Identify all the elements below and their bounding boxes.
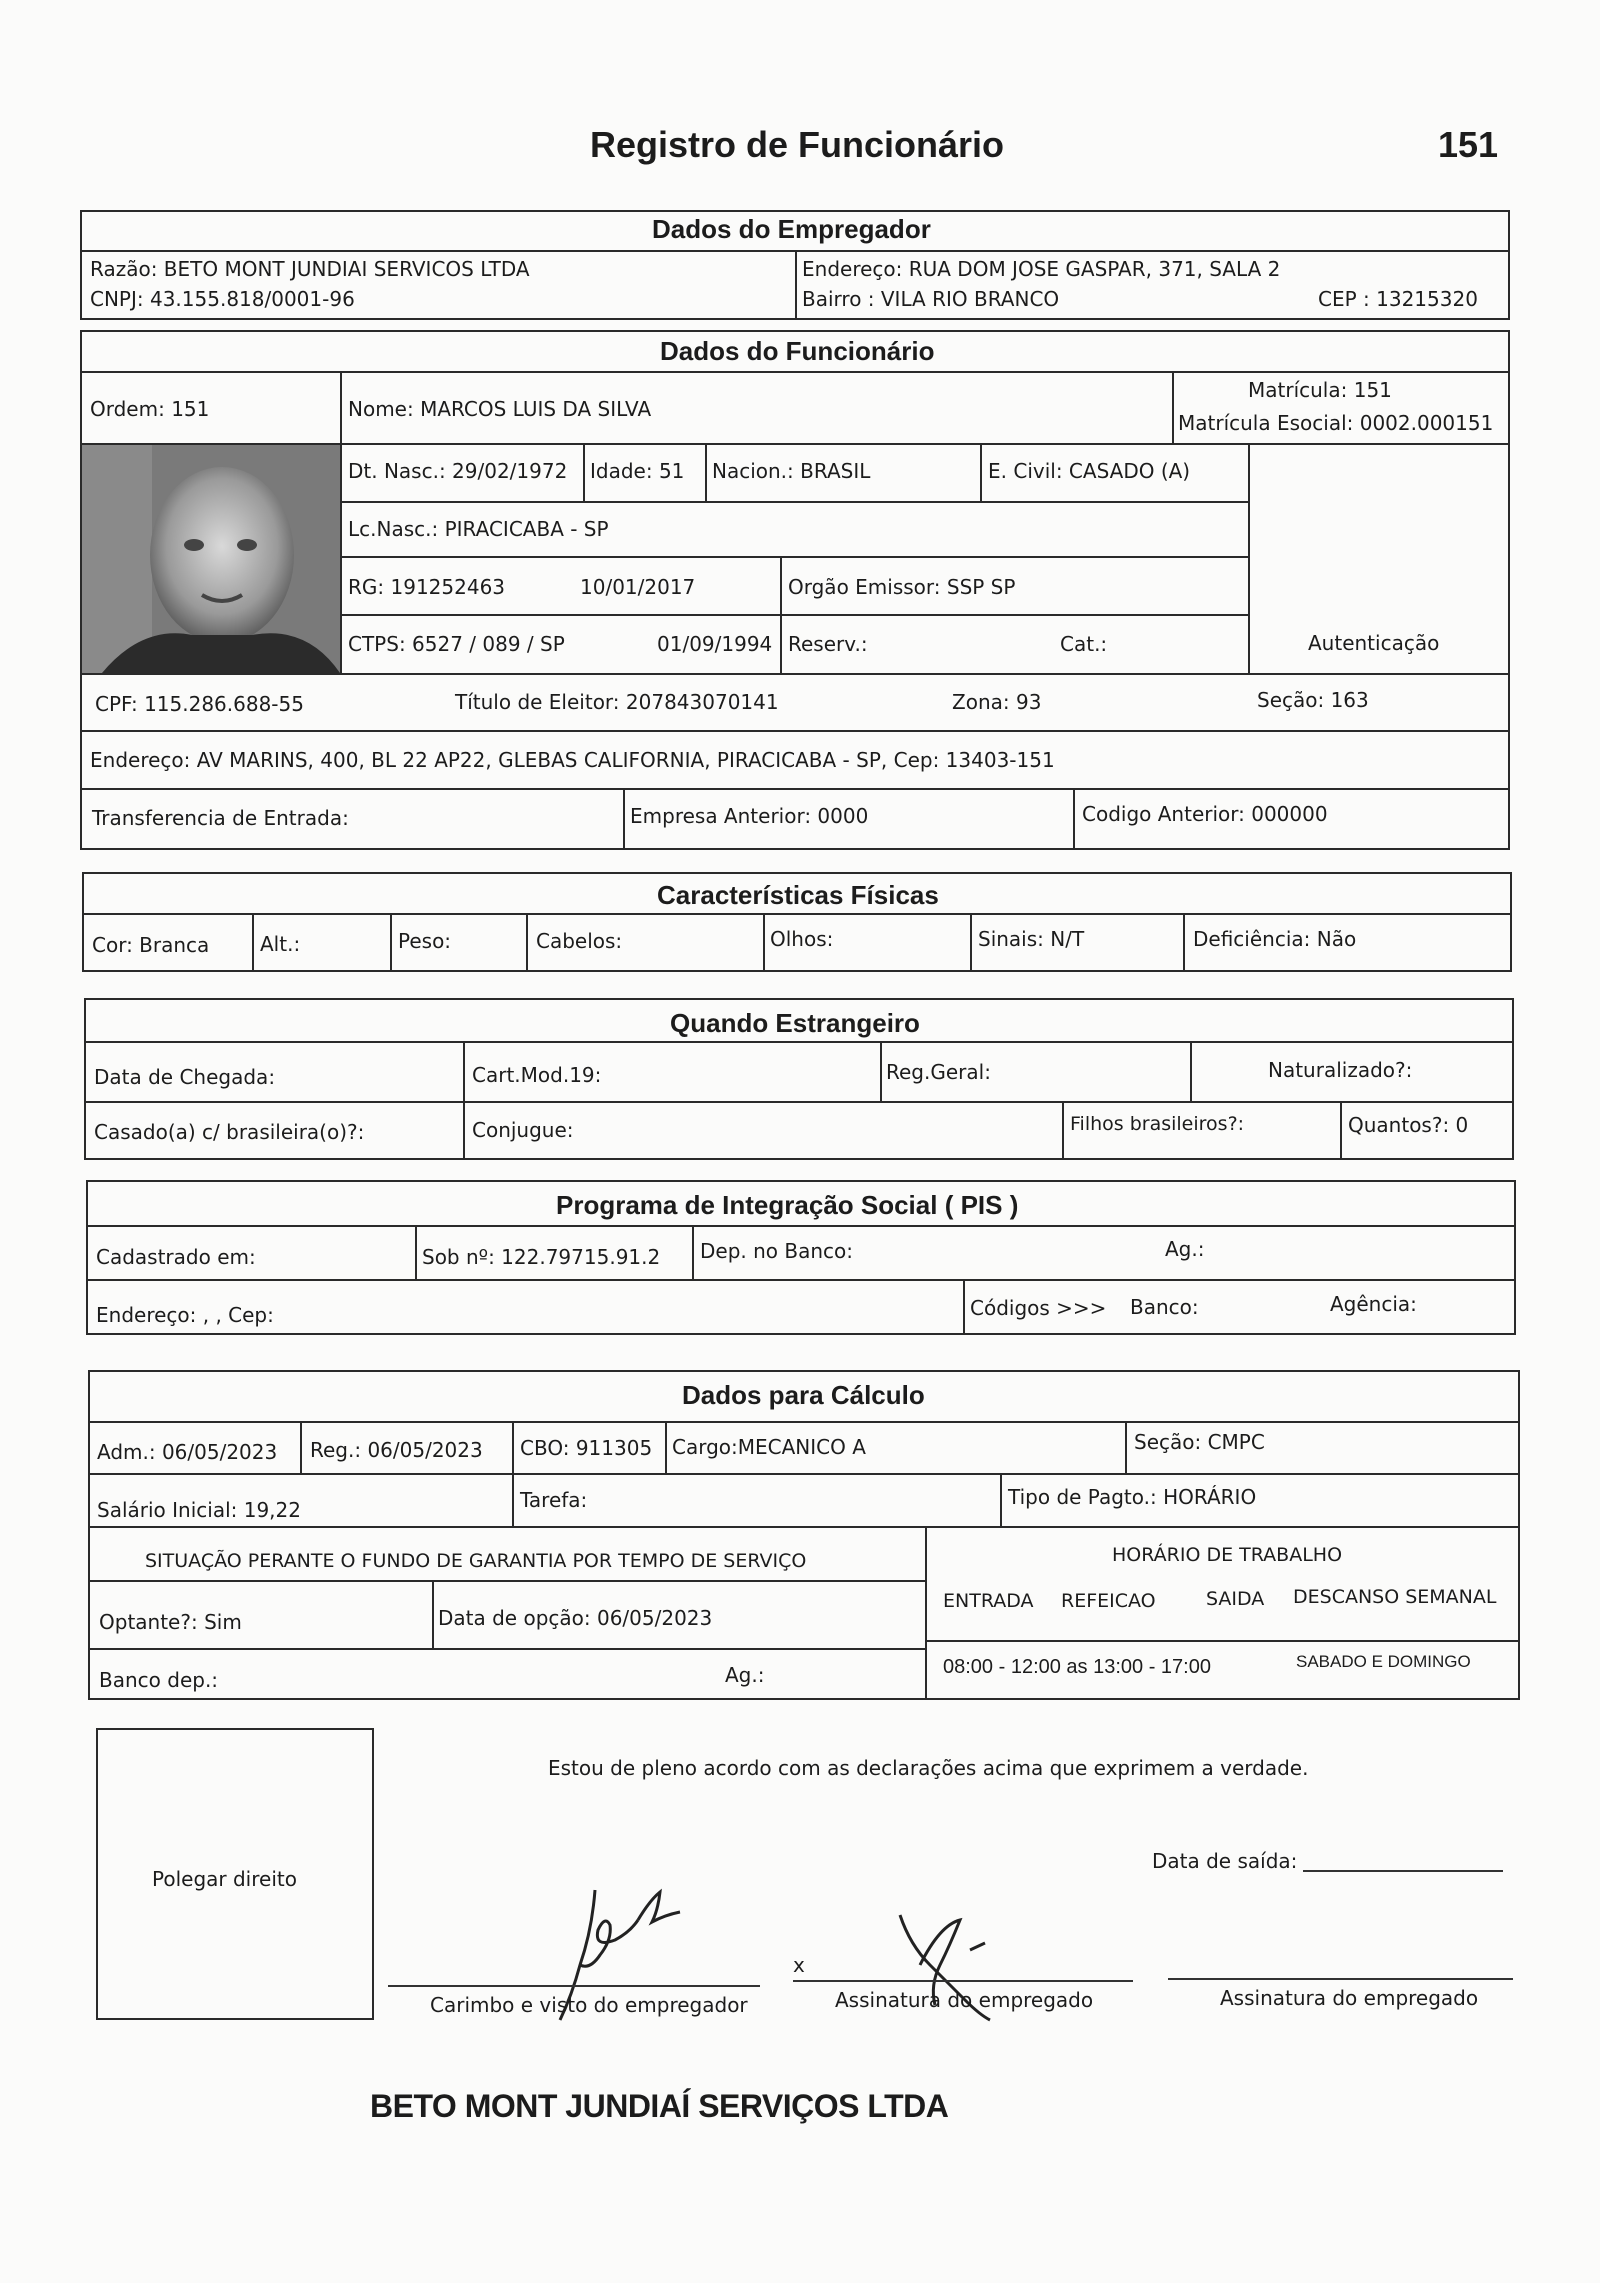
employee-nacion: Nacion.: BRASIL [712,459,871,483]
thumbprint-label: Polegar direito [152,1867,297,1891]
employee-idade: Idade: 51 [590,459,685,483]
calc-descanso-days: SABADO E DOMINGO [1296,1652,1471,1671]
employee-transferencia: Transferencia de Entrada: [92,806,349,830]
employee-autenticacao: Autenticação [1308,631,1440,655]
employee-rg-date: 10/01/2017 [580,575,696,599]
employee-ordem: Ordem: 151 [90,397,210,421]
calc-cargo: Cargo:MECANICO A [672,1435,866,1459]
employee-signature-label-2: Assinatura do empregado [1220,1986,1479,2010]
employee-nome: Nome: MARCOS LUIS DA SILVA [348,397,652,421]
page-title: Registro de Funcionário [590,124,1005,165]
calc-ag: Ag.: [725,1663,765,1687]
calc-horario-title: HORÁRIO DE TRABALHO [1112,1544,1343,1566]
employee-titulo-eleitor: Título de Eleitor: 207843070141 [455,690,779,714]
physical-cor: Cor: Branca [92,933,210,957]
pis-section-title: Programa de Integração Social ( PIS ) [556,1190,1019,1220]
employee-endereco: Endereço: AV MARINS, 400, BL 22 AP22, GLEBAS CALIFORNIA, PIRACICABA - SP, Cep: 13403-151 [90,748,1055,772]
employee-rg: RG: 191252463 [348,575,506,599]
calc-refeicao: REFEICAO [1061,1590,1156,1612]
foreign-reg-geral: Reg.Geral: [886,1060,991,1084]
calc-entrada: ENTRADA [943,1590,1034,1612]
calc-banco-dep: Banco dep.: [99,1668,219,1692]
foreign-filhos: Filhos brasileiros?: [1070,1113,1245,1135]
employer-razao: Razão: BETO MONT JUNDIAI SERVICOS LTDA [90,257,530,281]
person-photo-icon [82,445,340,673]
employee-dt-nasc: Dt. Nasc.: 29/02/1972 [348,459,568,483]
foreign-quantos: Quantos?: 0 [1348,1113,1469,1137]
employee-secao: Seção: 163 [1257,688,1369,712]
employer-section-title: Dados do Empregador [652,214,931,244]
calc-salario: Salário Inicial: 19,22 [97,1498,301,1522]
calc-adm: Adm.: 06/05/2023 [97,1440,278,1464]
employer-endereco: Endereço: RUA DOM JOSE GASPAR, 371, SALA 2 [802,257,1281,281]
employee-photo [82,445,340,673]
calc-section-title: Dados para Cálculo [682,1380,925,1410]
calc-data-opcao: Data de opção: 06/05/2023 [438,1606,713,1630]
employee-empresa-anterior: Empresa Anterior: 0000 [630,804,869,828]
employee-reserv: Reserv.: [788,632,868,656]
calc-tarefa: Tarefa: [520,1488,588,1512]
employer-bairro: Bairro : VILA RIO BRANCO [802,287,1060,311]
calc-saida: SAIDA [1206,1588,1265,1610]
employee-matricula: Matrícula: 151 [1248,378,1392,402]
employee-signature-label: Assinatura do empregado [835,1988,1094,2012]
employer-stamp-label: Carimbo e visto do empregador [430,1993,748,2017]
employee-orgao-emissor: Orgão Emissor: SSP SP [788,575,1016,599]
exit-date-line [1303,1870,1503,1872]
employee-ctps: CTPS: 6527 / 089 / SP [348,632,565,656]
employee-cpf: CPF: 115.286.688-55 [95,692,304,716]
page-number: 151 [1438,124,1499,165]
physical-peso: Peso: [398,929,452,953]
calc-secao: Seção: CMPC [1134,1430,1265,1454]
employee-codigo-anterior: Codigo Anterior: 000000 [1082,802,1328,826]
calc-hours: 08:00 - 12:00 as 13:00 - 17:00 [943,1656,1211,1678]
pis-sob: Sob nº: 122.79715.91.2 [422,1245,661,1269]
company-stamp: BETO MONT JUNDIAÍ SERVIÇOS LTDA [370,2088,949,2124]
physical-cabelos: Cabelos: [536,929,623,953]
employer-cnpj: CNPJ: 43.155.818/0001-96 [90,287,355,311]
pis-ag: Ag.: [1165,1237,1205,1261]
employee-cat: Cat.: [1060,632,1108,656]
employee-ctps-date: 01/09/1994 [657,632,773,656]
employer-cep: CEP : 13215320 [1318,287,1478,311]
foreign-data-chegada: Data de Chegada: [94,1065,276,1089]
calc-optante: Optante?: Sim [99,1610,242,1634]
calc-tipo-pagto: Tipo de Pagto.: HORÁRIO [1008,1485,1257,1509]
physical-alt: Alt.: [260,932,301,956]
employer-signature-line [388,1985,760,1987]
pis-agencia: Agência: [1330,1292,1417,1316]
calc-section [88,1370,1520,1700]
physical-sinais: Sinais: N/T [978,927,1085,951]
pis-banco: Banco: [1130,1295,1199,1319]
foreign-cart-mod: Cart.Mod.19: [472,1063,602,1087]
employee-matricula-esocial: Matrícula Esocial: 0002.000151 [1178,411,1494,435]
foreign-section-title: Quando Estrangeiro [670,1008,920,1038]
physical-section-title: Características Físicas [657,880,939,910]
employee-signature-line [793,1980,1133,1982]
pis-dep-banco: Dep. no Banco: [700,1239,854,1263]
physical-deficiencia: Deficiência: Não [1193,927,1357,951]
employee-lc-nasc: Lc.Nasc.: PIRACICABA - SP [348,517,609,541]
physical-olhos: Olhos: [770,927,834,951]
declaration-text: Estou de pleno acordo com as declarações acima que exprimem a verdade. [548,1756,1309,1780]
exit-date-label: Data de saída: [1152,1849,1298,1873]
employee-signature-line-2 [1168,1978,1513,1980]
calc-fgts: SITUAÇÃO PERANTE O FUNDO DE GARANTIA POR TEMPO DE SERVIÇO [145,1550,807,1572]
pis-endereco: Endereço: , , Cep: [96,1303,274,1327]
foreign-conjugue: Conjugue: [472,1118,574,1142]
calc-descanso: DESCANSO SEMANAL [1293,1586,1497,1608]
calc-reg: Reg.: 06/05/2023 [310,1438,483,1462]
employee-section-title: Dados do Funcionário [660,336,935,366]
foreign-casado: Casado(a) c/ brasileira(o)?: [94,1120,365,1144]
employee-zona: Zona: 93 [952,690,1042,714]
x-mark: x [793,1953,805,1977]
pis-codigos: Códigos >>> [970,1296,1107,1320]
calc-cbo: CBO: 911305 [520,1436,653,1460]
pis-cadastrado: Cadastrado em: [96,1245,256,1269]
employee-e-civil: E. Civil: CASADO (A) [988,459,1191,483]
foreign-naturalizado: Naturalizado?: [1268,1058,1413,1082]
